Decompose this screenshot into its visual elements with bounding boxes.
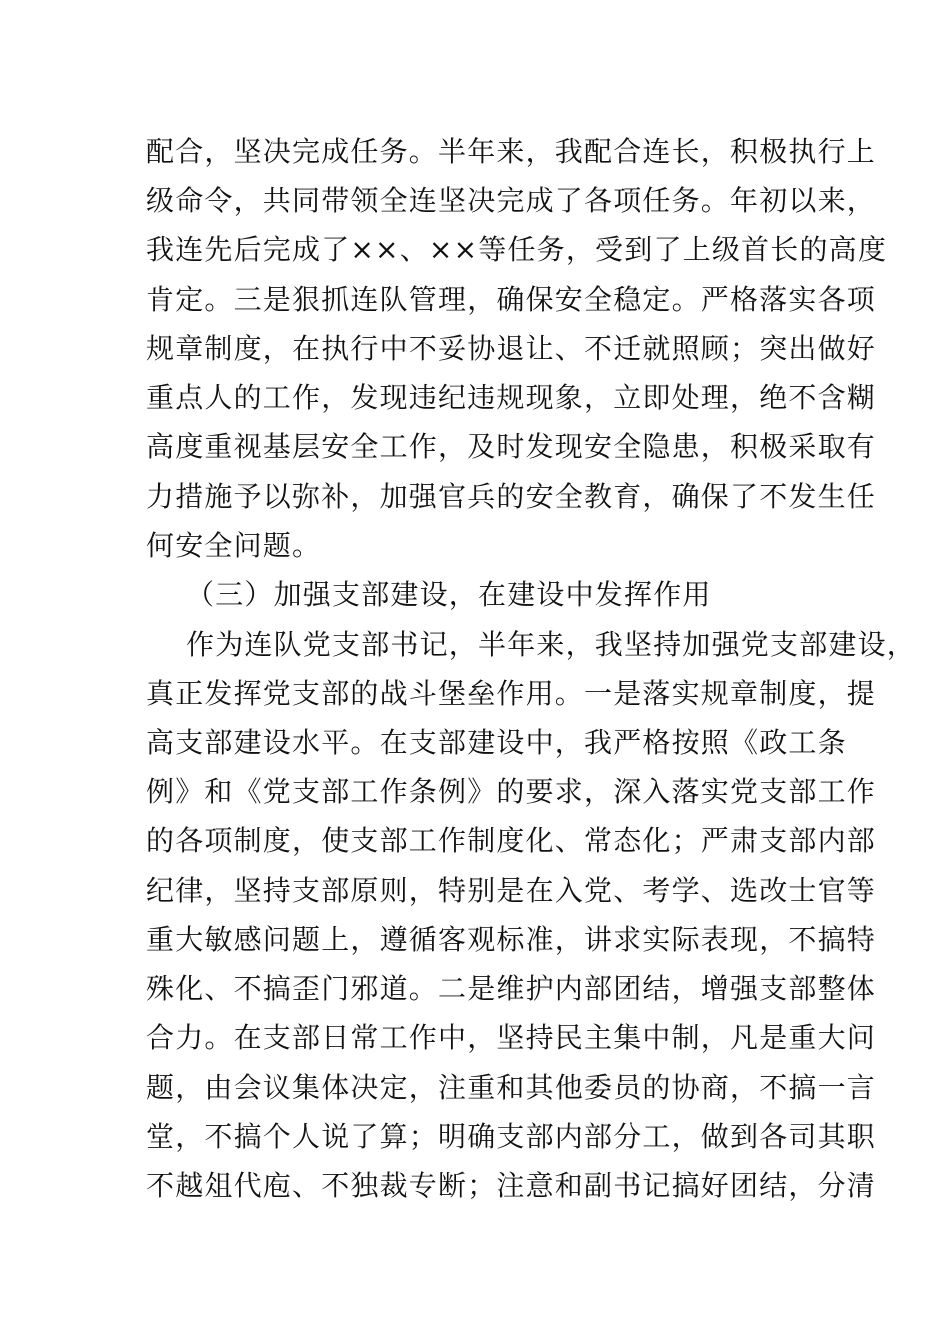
text-line: 堂，不搞个人说了算；明确支部内部分工，做到各司其职 [146,1120,877,1153]
text-line: 真正发挥党支部的战斗堡垒作用。一是落实规章制度，提 [146,677,877,710]
text-line: 何安全问题。 [146,529,322,562]
text-line: 肯定。三是狠抓连队管理，确保安全稳定。严格落实各项 [146,283,877,316]
text-line: 重点人的工作，发现违纪违规现象，立即处理，绝不含糊 [146,381,877,414]
text-line: 例》和《党支部工作条例》的要求，深入落实党支部工作 [146,775,877,808]
text-line: 高度重视基层安全工作，及时发现安全隐患，积极采取有 [146,430,877,463]
section-heading: （三）加强支部建设，在建设中发挥作用 [186,578,712,611]
text-line: 规章制度，在执行中不妥协退让、不迁就照顾；突出做好 [146,332,877,365]
paragraph-first-line: 作为连队党支部书记，半年来，我坚持加强党支部建设， [186,628,917,661]
text-line: 配合，坚决完成任务。半年来，我配合连长，积极执行上 [146,135,877,168]
text-line: 题，由会议集体决定，注重和其他委员的协商，不搞一言 [146,1071,877,1104]
text-line: 不越俎代庖、不独裁专断；注意和副书记搞好团结，分清 [146,1169,877,1202]
text-line: 力措施予以弥补，加强官兵的安全教育，确保了不发生任 [146,480,877,513]
text-line: 的各项制度，使支部工作制度化、常态化；严肃支部内部 [146,824,877,857]
text-line: 级命令，共同带领全连坚决完成了各项任务。年初以来， [146,184,877,217]
text-line: 纪律，坚持支部原则，特别是在入党、考学、选改士官等 [146,874,877,907]
text-line: 合力。在支部日常工作中，坚持民主集中制，凡是重大问 [146,1021,877,1054]
text-line: 殊化、不搞歪门邪道。二是维护内部团结，增强支部整体 [146,972,877,1005]
text-line: 重大敏感问题上，遵循客观标准，讲求实际表现，不搞特 [146,923,877,956]
text-line: 我连先后完成了××、××等任务，受到了上级首长的高度 [146,233,888,266]
text-line: 高支部建设水平。在支部建设中，我严格按照《政工条 [146,726,847,759]
